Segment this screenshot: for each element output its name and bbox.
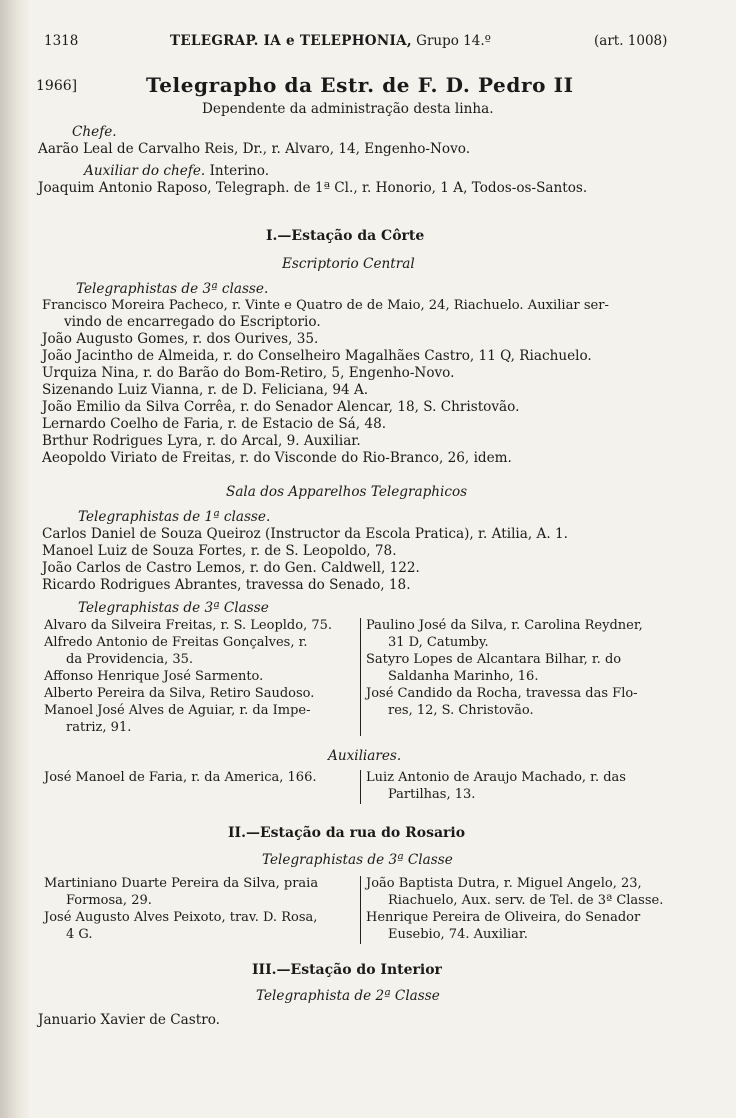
list-item: João Carlos de Castro Lemos, r. do Gen. Caldwell, 122. [42,560,420,576]
list-item: José Manoel de Faria, r. da America, 166. [44,770,317,785]
running-group: Grupo 14.º [416,33,491,49]
rosario-right-column [366,875,686,943]
chefe-person: Aarão Leal de Carvalho Reis, Dr., r. Alvaro, 14, Engenho-Novo. [38,141,471,157]
entry-number: 1966] [36,78,78,94]
list-item: Henrique Pereira de Oliveira, do Senador [366,910,641,925]
heading-estacao-rosario: II.—Estação da rua do Rosario [228,825,466,841]
list-item: João Augusto Gomes, r. dos Ourives, 35. [42,331,319,347]
column-divider [360,770,361,804]
list-item: Paulino José da Silva, r. Carolina Reydner, [366,618,643,633]
list-item: Riachuelo, Aux. serv. de Tel. de 3ª Classe. [388,893,664,908]
list-item: 31 D, Catumby. [388,635,489,650]
auxiliares-label: Auxiliares. [328,748,402,764]
escriptorio-central: Escriptorio Central [282,256,415,272]
list-item: Eusebio, 74. Auxiliar. [388,927,528,942]
article-ref: (art. 1008) [594,33,668,49]
auxiliar-chefe-line [84,163,269,180]
auxiliar-chefe-note: Interino. [209,163,270,179]
scan-edge-shadow [0,0,30,1118]
chefe-label: Chefe. [72,124,117,140]
list-item: Alberto Pereira da Silva, Retiro Saudoso. [44,686,315,701]
list-item: João Jacintho de Almeida, r. do Conselheiro Magalhães Castro, 11 Q, Riachuelo. [42,348,592,364]
list-item: José Candido da Rocha, travessa das Flo- [366,686,638,701]
list-item: Alvaro da Silveira Freitas, r. S. Leopldo, 75. [44,618,333,633]
aux-left-column [44,769,354,786]
list-item: res, 12, S. Christovão. [388,703,534,718]
list-item: 4 G. [66,927,93,942]
list-item: Sizenando Luiz Vianna, r. de D. Feliciana, 94 A. [42,382,369,398]
tele-1-label: Telegraphistas de 1ª classe. [78,509,271,525]
list-item: Manoel Luiz de Souza Fortes, r. de S. Leopoldo, 78. [42,543,397,559]
tele-3b-right-column [366,617,686,719]
interior-tele-label: Telegraphista de 2ª Classe [256,988,440,1004]
auxiliar-chefe-person: Joaquim Antonio Raposo, Telegraph. de 1ª Cl., r. Honorio, 1 A, Todos-os-Santos. [38,180,588,196]
section-title: Telegrapho da Estr. de F. D. Pedro II [146,73,574,97]
list-item: João Baptista Dutra, r. Miguel Angelo, 23, [366,876,642,891]
list-item: Manoel José Alves de Aguiar, r. da Impe- [44,703,311,718]
list-item: José Augusto Alves Peixoto, trav. D. Rosa, [44,910,318,925]
list-item: Urquiza Nina, r. do Barão do Bom-Retiro, 5, Engenho-Novo. [42,365,455,381]
tele-3b-label: Telegraphistas de 3ª Classe [78,600,269,616]
list-item: Brthur Rodrigues Lyra, r. do Arcal, 9. Auxiliar. [42,433,361,449]
list-item: Carlos Daniel de Souza Queiroz (Instructor da Escola Pratica), r. Atilia, A. 1. [42,526,568,542]
list-item: Partilhas, 13. [388,787,476,802]
list-item: da Providencia, 35. [66,652,194,667]
page-number: 1318 [44,33,79,49]
list-item: ratriz, 91. [66,720,132,735]
running-title [170,33,491,50]
list-item: Martiniano Duarte Pereira da Silva, praia [44,876,319,891]
list-item: Aeopoldo Viriato de Freitas, r. do Visconde do Rio-Branco, 26, idem. [42,450,512,466]
list-item: Formosa, 29. [66,893,152,908]
list-item: Luiz Antonio de Araujo Machado, r. das [366,770,626,785]
list-item: Ricardo Rodrigues Abrantes, travessa do Senado, 18. [42,577,411,593]
list-item: Satyro Lopes de Alcantara Bilhar, r. do [366,652,622,667]
tele-3-label: Telegraphistas de 3ª classe. [76,281,269,297]
tele-3b-left-column [44,617,354,736]
heading-estacao-interior: III.—Estação do Interior [252,962,442,978]
sala-apparelhos: Sala dos Apparelhos Telegraphicos [226,484,468,500]
section-subtitle: Dependente da administração desta linha. [202,101,494,117]
list-item: Francisco Moreira Pacheco, r. Vinte e Quatro de de Maio, 24, Riachuelo. Auxiliar ser- [42,298,609,313]
heading-estacao-corte: I.—Estação da Côrte [266,228,425,244]
rosario-tele-label: Telegraphistas de 3ª Classe [262,852,453,868]
list-item: Alfredo Antonio de Freitas Gonçalves, r. [44,635,308,650]
rosario-left-column [44,875,354,943]
list-item: vindo de encarregado do Escriptorio. [64,314,321,330]
column-divider [360,618,361,736]
list-item: Affonso Henrique José Sarmento. [44,669,264,684]
column-divider [360,876,361,944]
list-item: Saldanha Marinho, 16. [388,669,539,684]
list-item: João Emilio da Silva Corrêa, r. do Senador Alencar, 18, S. Christovão. [42,399,520,415]
list-item: Lernardo Coelho de Faria, r. de Estacio de Sá, 48. [42,416,387,432]
aux-right-column [366,769,686,803]
auxiliar-chefe-label: Auxiliar do chefe. [84,163,206,179]
interior-person: Januario Xavier de Castro. [38,1012,220,1028]
running-title-text: TELEGRAP. IA e TELEPHONIA, [170,33,412,49]
